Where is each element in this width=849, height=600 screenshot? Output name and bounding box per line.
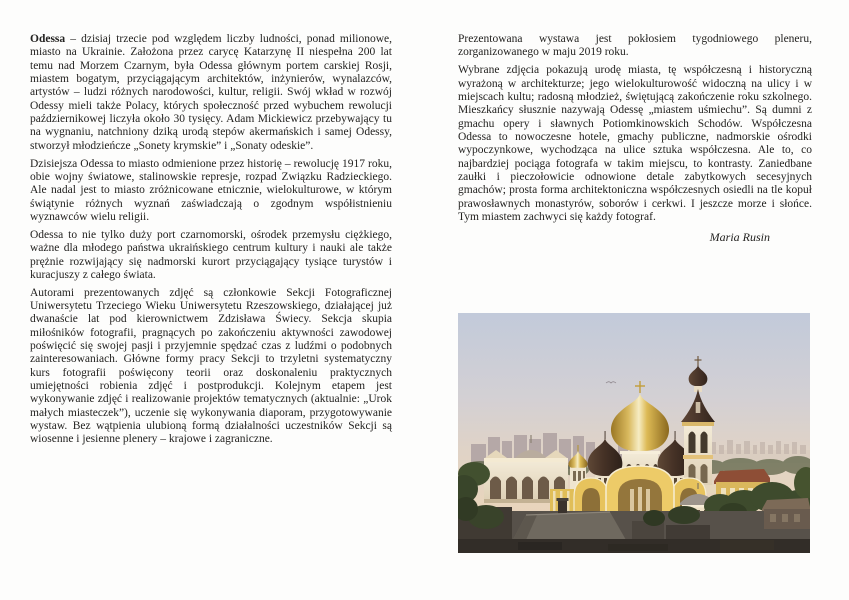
author-signature: Maria Rusin <box>709 230 770 245</box>
paragraph-odessa-intro <box>30 33 392 153</box>
paragraph-exhibition: Prezentowana wystawa jest pokłosiem tygodniowego pleneru, zorganizowanego w maju 2019 roku. <box>458 33 812 59</box>
lead-word: Odessa <box>30 33 66 45</box>
paragraph-photos-description: Wybrane zdjęcia pokazują urodę miasta, tę współczesną i historyczną wyrażoną w architekturze; jego wielokulturowość widoczną na ulicy i w miejscach kultu; radosną młodzież, świętującą zakończenie roku szkolnego. Mieszkańcy słusznie nazywają Odessę „miastem uśmiechu”. Są dumni z gmachu opery i sławnych Potiomkinowskich Schodów. Współczesna Odessa to nowoczesne hotele, gmachy publiczne, nadmorskie ośrodki wypoczynkowe, wychodząca na ulice sztuka współczesna. Ale to, co najbardziej pociąga fotografa w takim miejscu, to kontrasty. Zaniedbane zaułki i pieczołowicie odnowione detale zabytkowych secesyjnych gmachów; prosta forma architektoniczna współczesnych osiedli na tle kopuł prawosławnych monastyrów, soborów i cerkwi. I jeszcze morze i słońce. Tym miastem zachwyci się każdy fotograf. <box>458 64 812 223</box>
paragraph-odessa-intro-text: – dzisiaj trzecie pod względem liczby ludności, ponad milionowe, miasto na Ukrainie. Założona przez carycę Katarzynę II niespełna 200 lat temu nad Morzem Czarnym, była Odessa głównym portem carskiej Rosji, miastem bogatym, przyciągającym architektów, inżynierów, wynalazców, artystów – ludzi różnych narodowości, kultur, religii. Swój wkład w rozwój Odessy mieli także Polacy, których społeczność przed wybuchem rewolucji październikowej liczyła około 30 tysięcy. Adam Mickiewicz przebywający tu na wygnaniu, natchniony dziką urodą stepów akermańskich i samej Odessy, stworzył młodzieńcze „Sonety krymskie” i „Sonaty odeskie”. <box>30 33 392 152</box>
right-text-column <box>458 33 812 257</box>
paragraph-odessa-history: Dzisiejsza Odessa to miasto odmienione przez historię – rewolucję 1917 roku, obie wojny światowe, stalinowskie represje, rozpad Związku Radzieckiego. Ale nadal jest to miasto zróżnicowane etnicznie, wielokulturowe, w którym świątynie różnych wyznań zaświadczają o zgodnym współistnieniu wyznawców wielu religii. <box>30 157 392 223</box>
odessa-cathedral-photo <box>458 313 810 553</box>
left-text-column <box>30 33 392 451</box>
paragraph-authors: Autorami prezentowanych zdjęć są członkowie Sekcji Fotograficznej Uniwersytetu Trzeciego Wieku Uniwersytetu Rzeszowskiego, działającej już dwanaście lat pod kierownictwem Zdzisława Świecy. Sekcja skupia miłośników fotografii, pragnących po zakończeniu aktywności zawodowej poświęcić się swojej pasji i przyjemnie spędzać czas z ludźmi o podobnych zainteresowaniach. Główne formy pracy Sekcji to trzyletni systematyczny kurs fotografii poświęcony teorii oraz doskonaleniu praktycznych umiejętności robienia zdjęć i postprodukcji. Kolejnym etapem jest wykonywanie zdjęć i realizowanie projektów tematycznych (aktualnie: „Urok małych miasteczek”), uczenie się wykonywania diaporam, przygotowywanie wystaw. Bez wątpienia ulubioną formą działalności uczestników Sekcji są wiosenne i jesienne plenery – krajowe i zagraniczne. <box>30 286 392 446</box>
odessa-cathedral-photo-illustration <box>458 313 810 553</box>
paragraph-odessa-port: Odessa to nie tylko duży port czarnomorski, ośrodek przemysłu ciężkiego, ważne dla młodego państwa ukraińskiego centrum kultury i nauki ale także prężnie rozwijający się nadmorski kurort przyciągający tysiące turystów i kuracjuszy z całego świata. <box>30 228 392 281</box>
